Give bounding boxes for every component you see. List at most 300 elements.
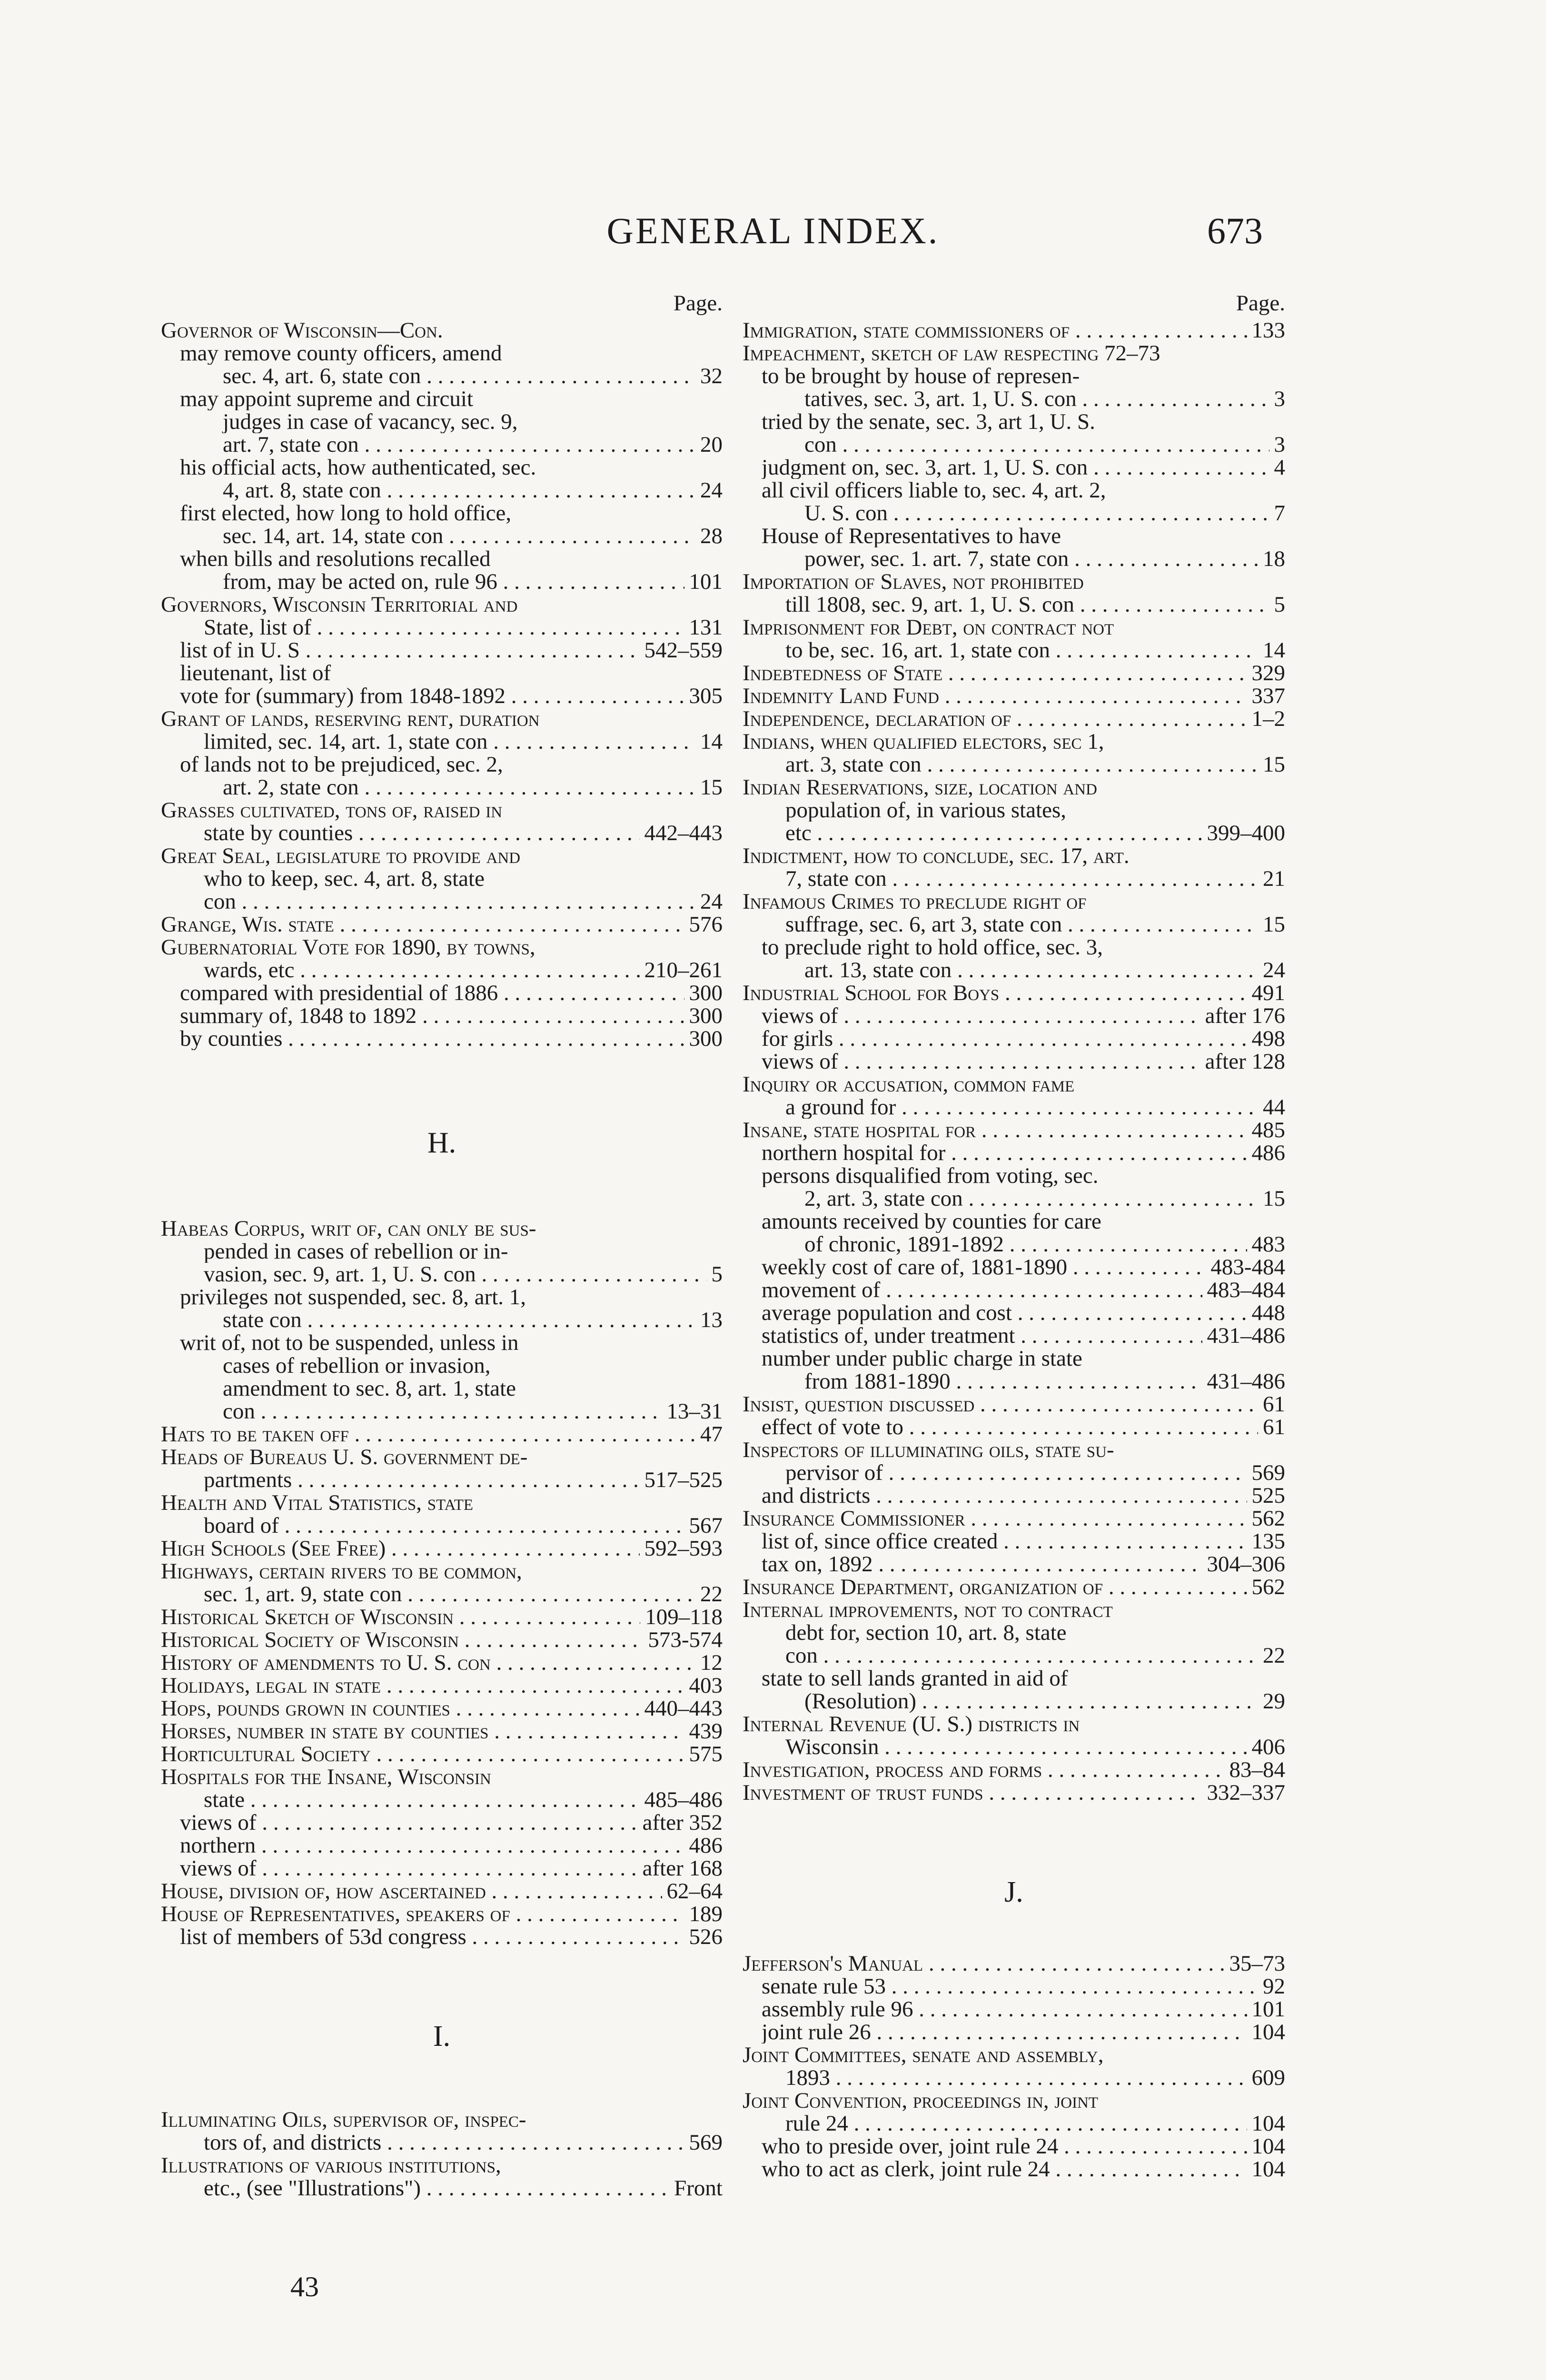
index-entry [161, 1903, 723, 1925]
entry-page-ref: 12 [700, 1650, 723, 1675]
entry-text: Inquiry or accusation, common fame [743, 1073, 1075, 1096]
entry-page-ref: 133 [1251, 318, 1285, 343]
index-entry [161, 1423, 723, 1446]
entry-text: Horticultural Society . . . [161, 1743, 684, 1765]
entry-text: average population and cost . . . [762, 1301, 1247, 1324]
index-entry [743, 1484, 1285, 1507]
index-entry [161, 1834, 723, 1857]
entry-page-ref: 32 [700, 364, 723, 388]
entry-text: Insane, state hospital for . . . [743, 1119, 1247, 1141]
entry-page-ref: 525 [1251, 1483, 1285, 1508]
entry-text: State, list of . . . [204, 616, 684, 639]
index-entry [743, 525, 1285, 570]
index-entry [743, 936, 1285, 982]
index-entry [743, 1347, 1285, 1393]
entry-page-ref: 491 [1251, 981, 1285, 1005]
entry-text: High Schools (See Free) . . . [161, 1537, 640, 1560]
entry-page-ref: 47 [700, 1422, 723, 1447]
entry-text: Industrial School for Boys . . . [743, 982, 1247, 1004]
entry-page-ref: 28 [700, 524, 723, 548]
entry-text: summary of, 1848 to 1892 . . . [180, 1004, 684, 1027]
entry-text: sec. 4, art. 6, state con . . . [223, 365, 695, 387]
entry-text: Internal Revenue (U. S.) districts in [743, 1713, 1080, 1735]
index-entry [743, 1713, 1285, 1758]
index-entry [161, 547, 723, 593]
index-entry [743, 2158, 1285, 2181]
entry-text: vasion, sec. 9, art. 1, U. S. con . . . [204, 1263, 707, 1286]
index-entry [743, 2021, 1285, 2043]
entry-text: views of . . . [762, 1050, 1200, 1073]
entry-page-ref: 483-484 [1210, 1255, 1285, 1279]
entry-text: Inspectors of illuminating oils, state su- [743, 1438, 1114, 1461]
entry-text: Wisconsin . . . [785, 1735, 1247, 1758]
index-entry [161, 1217, 723, 1286]
index-entry [161, 1857, 723, 1880]
index-entry [743, 2135, 1285, 2158]
index-entry [743, 2043, 1285, 2089]
entry-page-ref: 15 [700, 775, 723, 800]
entry-text: art. 2, state con . . . [223, 776, 695, 799]
entry-page-ref: 7 [1274, 501, 1285, 526]
index-entry [161, 2108, 723, 2154]
entry-page-ref: 542–559 [644, 638, 723, 663]
entry-text: from 1881-1890 . . . [804, 1370, 1202, 1393]
entry-text: con . . . [785, 1644, 1258, 1667]
entry-page-ref: 44 [1263, 1095, 1285, 1120]
entry-text: 4, art. 8, state con . . . [223, 479, 695, 502]
entry-text: Illustrations of various institutions, [161, 2154, 501, 2177]
entry-page-ref: 439 [689, 1719, 723, 1744]
entry-page-ref: 332–337 [1207, 1780, 1285, 1805]
left-column [161, 290, 723, 2200]
entry-page-ref: 592–593 [644, 1536, 723, 1561]
index-entry [743, 1553, 1285, 1576]
index-entry [743, 1598, 1285, 1667]
entry-text: assembly rule 96 . . . [762, 1998, 1247, 2021]
entry-page-ref: 35–73 [1229, 1951, 1285, 1976]
index-entry [161, 1743, 723, 1765]
entry-text: art. 7, state con . . . [223, 433, 695, 456]
entry-page-ref: 13–31 [666, 1399, 723, 1424]
entry-page-ref: 526 [689, 1924, 723, 1949]
entry-text: Internal improvements, not to contract [743, 1598, 1113, 1621]
index-entry [161, 1925, 723, 1948]
entry-page-ref: 569 [1251, 1460, 1285, 1485]
entry-page-ref: 403 [689, 1673, 723, 1698]
entry-text: Indian Reservations, size, location and [743, 776, 1097, 799]
entry-text: statistics of, under treatment . . . [762, 1324, 1202, 1347]
entry-text: Habeas Corpus, writ of, can only be sus- [161, 1217, 536, 1240]
entry-page-ref: 483 [1251, 1232, 1285, 1257]
entry-text: board of . . . [204, 1514, 684, 1537]
entry-text: sec. 1, art. 9, state con . . . [204, 1583, 695, 1606]
entry-page-ref: 61 [1263, 1415, 1285, 1439]
entry-text: tors of, and districts . . . [204, 2131, 684, 2154]
entry-page-ref: 18 [1263, 546, 1285, 571]
entry-page-ref: 609 [1251, 2065, 1285, 2090]
entry-page-ref: 13 [700, 1308, 723, 1332]
index-entry [743, 1073, 1285, 1119]
entry-text: Independence, declaration of . . . [743, 707, 1247, 730]
entry-text: by counties . . . [180, 1027, 684, 1050]
index-entry [743, 1141, 1285, 1164]
entry-text: movement of . . . [762, 1279, 1202, 1301]
page-column-label: Page. [673, 291, 723, 316]
entry-page-ref: 573-574 [648, 1627, 723, 1652]
index-list-i-right [743, 319, 1285, 1804]
entry-text: Indians, when qualified electors, sec 1, [743, 730, 1104, 753]
entry-page-ref: 131 [689, 615, 723, 640]
entry-text: Importation of Slaves, not prohibited [743, 570, 1084, 593]
entry-page-ref: 486 [1251, 1140, 1285, 1165]
entry-text: (Resolution) . . . [804, 1690, 1258, 1713]
page-header [0, 209, 1546, 252]
entry-text: a ground for . . . [785, 1096, 1258, 1119]
entry-page-ref: 483–484 [1207, 1278, 1285, 1302]
entry-page-ref: 3 [1274, 432, 1285, 457]
entry-page-ref: 4 [1274, 455, 1285, 480]
entry-text: writ of, not to be suspended, unless in [180, 1331, 519, 1354]
entry-page-ref: 562 [1251, 1506, 1285, 1531]
entry-page-ref: 15 [1263, 1186, 1285, 1211]
index-entry [743, 1119, 1285, 1141]
entry-text: Historical Sketch of Wisconsin . . . [161, 1606, 640, 1628]
entry-page-ref: 20 [700, 432, 723, 457]
section-heading-i: I. [433, 2020, 451, 2053]
entry-page-ref: 92 [1263, 1974, 1285, 1999]
index-entry [743, 1507, 1285, 1530]
entry-text: wards, etc . . . [204, 959, 640, 982]
index-entry [743, 1050, 1285, 1073]
entry-text: list of in U. S . . . [180, 639, 640, 662]
page-number: 673 [1207, 210, 1263, 251]
index-entry [161, 1628, 723, 1651]
entry-page-ref: 300 [689, 981, 723, 1005]
index-entry [161, 593, 723, 639]
entry-text: Joint Convention, proceedings in, joint [743, 2089, 1099, 2112]
entry-text: Highways, certain rivers to be common, [161, 1560, 522, 1583]
entry-text: Indebtedness of State . . . [743, 662, 1247, 684]
entry-page-ref: 24 [700, 478, 723, 503]
index-entry [161, 1537, 723, 1560]
entry-page-ref: 337 [1251, 684, 1285, 708]
entry-text: his official acts, how authenticated, sec. [180, 456, 536, 479]
entry-text: state to sell lands granted in aid of [762, 1667, 1068, 1690]
entry-page-ref: 15 [1263, 752, 1285, 777]
entry-text: sec. 14, art. 14, state con . . . [223, 525, 695, 547]
index-entry [743, 1393, 1285, 1416]
entry-text: Grange, Wis. state . . . [161, 913, 684, 936]
entry-text: Illuminating Oils, supervisor of, inspec- [161, 2108, 526, 2131]
entry-page-ref: 498 [1251, 1026, 1285, 1051]
entry-page-ref: 442–443 [644, 821, 723, 845]
index-entry [161, 342, 723, 387]
entry-text: Historical Society of Wisconsin . . . [161, 1628, 643, 1651]
entry-text: state . . . [204, 1788, 640, 1811]
entry-page-ref: 5 [711, 1262, 723, 1287]
entry-page-ref: 135 [1251, 1529, 1285, 1554]
entry-page-ref: 109–118 [645, 1605, 723, 1629]
entry-text: rule 24 . . . [785, 2112, 1247, 2135]
entry-text: joint rule 26 . . . [762, 2021, 1247, 2043]
entry-text: cases of rebellion or invasion, [223, 1354, 491, 1377]
entry-page-ref: 3 [1274, 387, 1285, 411]
entry-text: Gubernatorial Vote for 1890, by towns, [161, 936, 535, 959]
entry-page-ref: 562 [1251, 1575, 1285, 1599]
index-entry [743, 479, 1285, 525]
entry-page-ref: 399–400 [1207, 821, 1285, 845]
index-entry [161, 1446, 723, 1491]
entry-text: views of . . . [180, 1857, 638, 1880]
index-entry [743, 1279, 1285, 1301]
index-entry [161, 799, 723, 844]
index-entry [161, 684, 723, 707]
entry-text: Hospitals for the Insane, Wisconsin [161, 1765, 491, 1788]
entry-text: Hats to be taken off . . . [161, 1423, 695, 1446]
entry-page-ref: 101 [689, 569, 723, 594]
entry-text: Holidays, legal in state . . . [161, 1674, 684, 1697]
index-entry [161, 502, 723, 547]
entry-page-ref: Front [674, 2176, 723, 2201]
index-entry [161, 936, 723, 982]
entry-text: lieutenant, list of [180, 662, 331, 684]
entry-page-ref: 101 [1251, 1997, 1285, 2022]
index-entry [743, 616, 1285, 662]
entry-text: list of, since office created . . . [762, 1530, 1247, 1553]
index-entry [743, 319, 1285, 342]
index-entry [161, 1765, 723, 1811]
index-entry [161, 2154, 723, 2200]
entry-page-ref: 21 [1263, 866, 1285, 891]
entry-text: Grasses cultivated, tons of, raised in [161, 799, 503, 822]
entry-text: may remove county officers, amend [180, 342, 502, 365]
entry-text: state con . . . [223, 1309, 695, 1331]
entry-text: northern . . . [180, 1834, 684, 1857]
entry-text: con . . . [223, 1400, 662, 1423]
entry-text: all civil officers liable to, sec. 4, art. 2, [762, 479, 1106, 502]
index-entry [743, 730, 1285, 776]
entry-text: art. 3, state con . . . [785, 753, 1258, 776]
index-entry [161, 844, 723, 913]
entry-text: etc . . . [785, 822, 1202, 844]
index-entry [743, 1301, 1285, 1324]
entry-text: tried by the senate, sec. 3, art 1, U. S. [762, 410, 1095, 433]
page-column-label: Page. [1236, 291, 1285, 316]
entry-text: to be, sec. 16, art. 1, state con . . . [785, 639, 1258, 662]
index-entry [743, 1952, 1285, 1975]
entry-text: limited, sec. 14, art. 1, state con . . . [204, 730, 695, 753]
entry-text: U. S. con . . . [804, 502, 1269, 525]
index-entry [161, 662, 723, 684]
entry-page-ref: 485 [1251, 1118, 1285, 1142]
entry-page-ref: 22 [1263, 1643, 1285, 1668]
entry-page-ref: 485–486 [644, 1787, 723, 1812]
index-entry [743, 570, 1285, 616]
index-entry [743, 365, 1285, 410]
index-entry [743, 1758, 1285, 1781]
index-entry [743, 1256, 1285, 1279]
entry-text: amounts received by counties for care [762, 1210, 1101, 1233]
entry-text: and districts . . . [762, 1484, 1247, 1507]
index-entry [161, 1331, 723, 1423]
entry-text: may appoint supreme and circuit [180, 387, 474, 410]
entry-page-ref: 22 [700, 1582, 723, 1606]
index-entry [743, 456, 1285, 479]
entry-page-ref: 104 [1251, 2134, 1285, 2159]
entry-page-ref: 104 [1251, 2020, 1285, 2044]
entry-text: first elected, how long to hold office, [180, 502, 512, 525]
index-entry [161, 1720, 723, 1743]
entry-page-ref: 210–261 [644, 958, 723, 982]
entry-text: power, sec. 1. art. 7, state con . . . [804, 547, 1258, 570]
entry-page-ref: 517–525 [644, 1468, 723, 1492]
entry-text: Jefferson's Manual . . . [743, 1952, 1225, 1975]
entry-text: tatives, sec. 3, art. 1, U. S. con . . . [804, 387, 1269, 410]
index-entry [161, 319, 723, 342]
entry-page-ref: 304–306 [1207, 1552, 1285, 1577]
entry-text: 1893 . . . [785, 2066, 1247, 2089]
entry-text: tax on, 1892 . . . [762, 1553, 1202, 1576]
entry-page-ref: 83–84 [1229, 1757, 1285, 1782]
index-entry [161, 1697, 723, 1720]
entry-text: House, division of, how ascertained . . . [161, 1880, 662, 1903]
index-entry [161, 387, 723, 456]
entry-text: Indemnity Land Fund . . . [743, 684, 1247, 707]
entry-page-ref: 62–64 [666, 1879, 723, 1904]
entry-text: views of . . . [180, 1811, 638, 1834]
entry-text: to be brought by house of represen- [762, 365, 1080, 387]
entry-page-ref: after 176 [1205, 1003, 1285, 1028]
entry-text: House of Representatives to have [762, 525, 1061, 547]
entry-text: Joint Committees, senate and assembly, [743, 2043, 1104, 2066]
index-entry [161, 913, 723, 936]
entry-page-ref: 24 [1263, 958, 1285, 982]
entry-page-ref: 486 [689, 1833, 723, 1858]
entry-text: Insurance Commissioner . . . [743, 1507, 1247, 1530]
index-entry [161, 639, 723, 662]
index-entry [743, 1164, 1285, 1210]
entry-page-ref: 61 [1263, 1392, 1285, 1417]
page-title: GENERAL INDEX. [606, 210, 940, 251]
entry-page-ref: 14 [1263, 638, 1285, 663]
entry-page-ref: 431–486 [1207, 1323, 1285, 1348]
entry-text: Health and Vital Statistics, state [161, 1491, 474, 1514]
entry-text: population of, in various states, [785, 799, 1067, 822]
index-entry [161, 1674, 723, 1697]
index-entry [161, 1651, 723, 1674]
entry-text: state by counties . . . [204, 822, 640, 844]
entry-page-ref: 300 [689, 1026, 723, 1051]
entry-text: Investment of trust funds . . . [743, 1781, 1202, 1804]
entry-page-ref: 14 [700, 729, 723, 754]
index-entry [743, 662, 1285, 684]
entry-text: from, may be acted on, rule 96 . . . [223, 570, 684, 593]
index-entry [743, 1438, 1285, 1484]
index-entry [743, 342, 1285, 365]
entry-page-ref: 440–443 [644, 1696, 723, 1721]
entry-text: amendment to sec. 8, art. 1, state [223, 1377, 516, 1400]
entry-text: House of Representatives, speakers of . . . [161, 1903, 684, 1925]
index-entry [161, 1880, 723, 1903]
entry-text: pervisor of . . . [785, 1461, 1247, 1484]
entry-page-ref: 15 [1263, 912, 1285, 937]
entry-page-ref: 575 [689, 1742, 723, 1766]
entry-text: compared with presidential of 1886 . . . [180, 982, 684, 1004]
entry-text: who to keep, sec. 4, art. 8, state [204, 867, 485, 890]
entry-text: judgment on, sec. 3, art. 1, U. S. con . . . [762, 456, 1269, 479]
entry-page-ref: 329 [1251, 661, 1285, 685]
entry-text: con . . . [204, 890, 695, 913]
index-entry [743, 1004, 1285, 1027]
index-entry [743, 776, 1285, 844]
entry-text: weekly cost of care of, 1881-1890 . . . [762, 1256, 1206, 1279]
index-entry [743, 1781, 1285, 1804]
index-entry [161, 1027, 723, 1050]
entry-page-ref: 569 [689, 2130, 723, 2155]
entry-text: 2, art. 3, state con . . . [804, 1187, 1258, 1210]
entry-page-ref: 104 [1251, 2157, 1285, 2182]
entry-text: Governors, Wisconsin Territorial and [161, 593, 518, 616]
index-entry [161, 456, 723, 502]
index-entry [161, 1491, 723, 1537]
entry-text: effect of vote to . . . [762, 1416, 1258, 1438]
entry-text: views of . . . [762, 1004, 1200, 1027]
entry-text: list of members of 53d congress . . . [180, 1925, 684, 1948]
index-entry [743, 890, 1285, 936]
entry-text: of lands not to be prejudiced, sec. 2, [180, 753, 503, 776]
entry-text: Hops, pounds grown in counties . . . [161, 1697, 640, 1720]
entry-text: art. 13, state con . . . [804, 959, 1258, 982]
entry-text: 7, state con . . . [785, 867, 1258, 890]
entry-text: Insist, question discussed . . . [743, 1393, 1258, 1416]
index-entry [161, 1286, 723, 1331]
index-entry [743, 410, 1285, 456]
index-entry [161, 1811, 723, 1834]
entry-page-ref: 431–486 [1207, 1369, 1285, 1394]
entry-text: History of amendments to U. S. con . . . [161, 1651, 695, 1674]
index-entry [743, 844, 1285, 890]
entry-text: Indictment, how to conclude, sec. 17, art. [743, 844, 1130, 867]
index-entry [743, 1324, 1285, 1347]
index-entry [161, 1606, 723, 1628]
entry-text: Imprisonment for Debt, on contract not [743, 616, 1114, 639]
entry-text: vote for (summary) from 1848-1892 . . . [180, 684, 684, 707]
entry-page-ref: 448 [1251, 1300, 1285, 1325]
entry-page-ref: 29 [1263, 1689, 1285, 1714]
right-column [743, 290, 1285, 2181]
entry-text: Infamous Crimes to preclude right of [743, 890, 1087, 913]
entry-text: for girls . . . [762, 1027, 1247, 1050]
entry-page-ref: after 352 [642, 1810, 723, 1835]
index-entry [743, 1975, 1285, 1998]
entry-text: pended in cases of rebellion or in- [204, 1240, 508, 1263]
entry-page-ref: after 128 [1205, 1049, 1285, 1074]
index-entry [161, 753, 723, 799]
entry-text: northern hospital for . . . [762, 1141, 1247, 1164]
entry-page-ref: 1–2 [1251, 706, 1285, 731]
entry-page-ref: 300 [689, 1003, 723, 1028]
entry-text: of chronic, 1891-1892 . . . [804, 1233, 1247, 1256]
index-entry [743, 684, 1285, 707]
entry-text: who to preside over, joint rule 24 . . . [762, 2135, 1247, 2158]
entry-text: Impeachment, sketch of law respecting 72–73 [743, 342, 1160, 365]
entry-text: persons disqualified from voting, sec. [762, 1164, 1099, 1187]
entry-page-ref: 189 [689, 1902, 723, 1926]
entry-page-ref: 104 [1251, 2111, 1285, 2136]
entry-text: partments . . . [204, 1468, 640, 1491]
index-entry [743, 982, 1285, 1004]
entry-page-ref: 24 [700, 889, 723, 914]
